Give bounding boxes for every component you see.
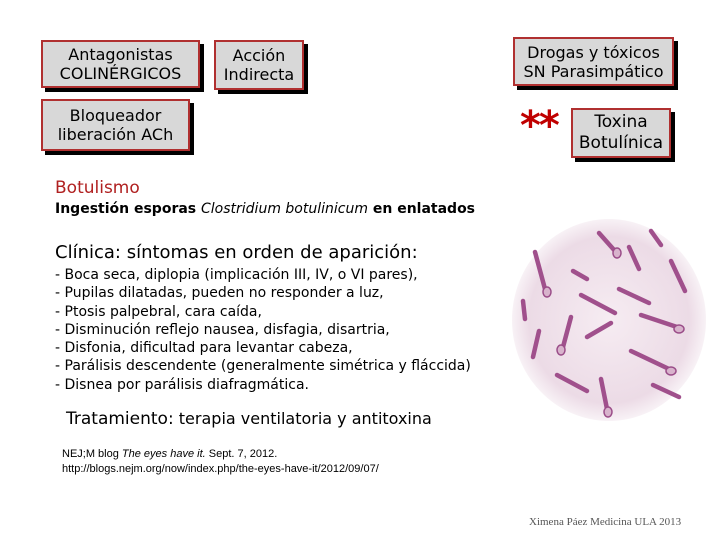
ingestion-suffix: en enlatados (372, 201, 476, 217)
symptom-list (55, 266, 471, 394)
box-label-line2: liberación ACh (57, 125, 174, 144)
box-label-line1: Antagonistas (68, 45, 173, 64)
box-label-line2: Botulínica (578, 133, 664, 153)
symptom-item: - Disminución reflejo nausea, disfagia, disartria, (55, 321, 471, 339)
accion-indirecta-box (214, 40, 304, 90)
ingestion-line (55, 201, 475, 217)
box-label-line1: Bloqueador (69, 106, 162, 125)
reference-source: NEJ;M blog (62, 448, 119, 460)
tratamiento-label: Tratamiento: (66, 409, 174, 429)
box-label-line2: Indirecta (223, 65, 295, 84)
tratamiento-line (66, 409, 432, 429)
box-label-line1: Drogas y tóxicos (527, 42, 660, 62)
reference (62, 447, 379, 477)
reference-title: The eyes have it. (121, 448, 206, 460)
reference-citation (62, 447, 379, 462)
drogas-toxicos-box (513, 37, 674, 86)
box-label-line2: SN Parasimpático (523, 61, 664, 81)
box-label-line1: Acción (232, 46, 286, 65)
toxina-botulinica-box (571, 108, 671, 158)
bloqueador-liberacion-box (41, 99, 190, 151)
symptom-item: - Disnea por parálisis diafragmática. (55, 376, 471, 394)
organism-name: Clostridium botulinicum (201, 201, 368, 217)
author-footer: Ximena Páez Medicina ULA 2013 (529, 516, 682, 528)
double-asterisk-marker: ** (520, 103, 558, 149)
symptom-item: - Disfonia, dificultad para levantar cabeza, (55, 339, 471, 357)
clostridium-micrograph-image (511, 219, 707, 422)
symptom-item: - Pupilas dilatadas, pueden no responder a luz, (55, 284, 471, 302)
ingestion-prefix: Ingestión esporas (55, 201, 197, 217)
symptom-item: - Ptosis palpebral, cara caída, (55, 303, 471, 321)
tratamiento-text: terapia ventilatoria y antitoxina (178, 409, 432, 428)
clinica-heading: Clínica: síntomas en orden de aparición: (55, 242, 418, 263)
symptom-item: - Boca seca, diplopia (implicación III, IV, o VI pares), (55, 266, 471, 284)
symptom-item: - Parálisis descendente (generalmente simétrica y fláccida) (55, 357, 471, 375)
reference-date: Sept. 7, 2012. (208, 448, 278, 460)
reference-url: http://blogs.nejm.org/now/index.php/the-eyes-have-it/2012/09/07/ (62, 463, 379, 475)
box-label-line2: COLINÉRGICOS (59, 64, 182, 83)
section-title: Botulismo (55, 178, 140, 198)
box-label-line1: Toxina (594, 112, 648, 132)
antagonistas-colinergicos-box (41, 40, 200, 88)
